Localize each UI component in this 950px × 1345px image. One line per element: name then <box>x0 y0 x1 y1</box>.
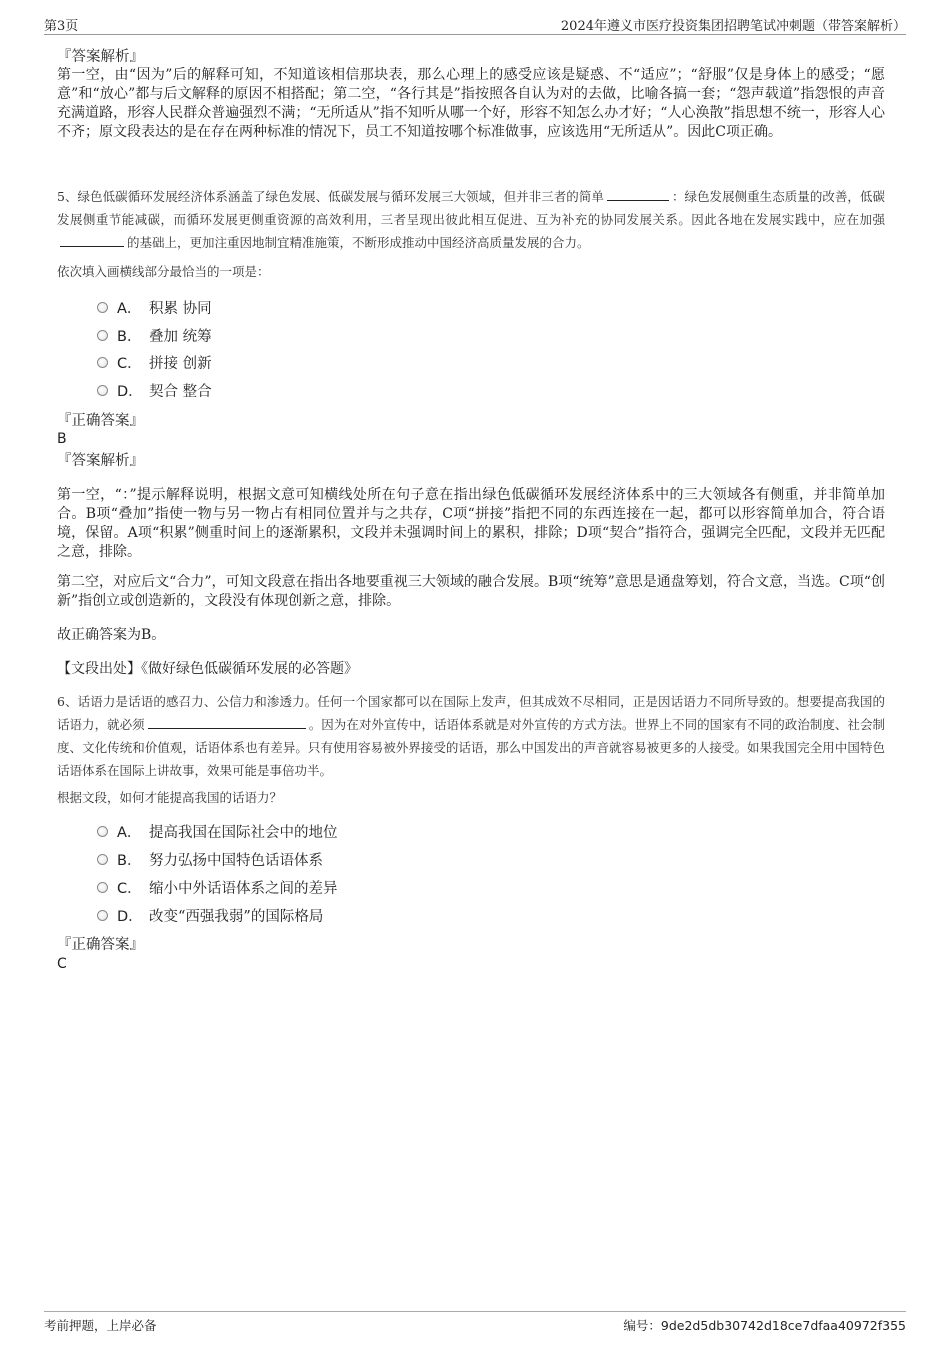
option-text: 契合 整合 <box>149 383 212 400</box>
footer-slogan: 考前押题，上岸必备 <box>44 1318 157 1333</box>
q5-option-c[interactable] <box>97 352 212 372</box>
q6-answer-tag: 『正确答案』 <box>57 937 144 953</box>
page-footer <box>44 1311 906 1334</box>
document-title: 2024年遵义市医疗投资集团招聘笔试冲刺题（带答案解析） <box>560 19 906 34</box>
q6-option-d[interactable] <box>97 905 323 925</box>
q6-blank <box>148 716 306 729</box>
q5-blank-1 <box>607 188 669 201</box>
radio-icon[interactable] <box>97 357 108 368</box>
q5-blank-2 <box>60 234 124 247</box>
q6-prompt: 根据文段，如何才能提高我国的话语力？ <box>57 790 283 805</box>
q6-answer: C <box>57 956 67 972</box>
option-letter: B． <box>117 328 142 345</box>
radio-icon[interactable] <box>97 385 108 396</box>
option-letter: D． <box>117 383 143 400</box>
q5-option-a[interactable] <box>97 297 212 317</box>
q5-analysis-p3: 故正确答案为B。 <box>57 627 166 643</box>
q5-analysis-p2: 第二空，对应后文“合力”，可知文段意在指出各地要重视三大领域的融合发展。B项“统筹”意思是通盘筹划，符合文意，当选。C项“创新”指创立或创造新的，文段没有体现创新之意，排除。 <box>57 574 885 609</box>
q5-option-d[interactable] <box>97 380 212 400</box>
previous-analysis <box>57 48 885 142</box>
radio-icon[interactable] <box>97 882 108 893</box>
radio-icon[interactable] <box>97 854 108 865</box>
q5-prompt: 依次填入画横线部分最恰当的一项是： <box>57 264 270 279</box>
question-6-text <box>57 690 885 782</box>
option-text: 缩小中外话语体系之间的差异 <box>149 880 338 897</box>
q5-answer-tag: 『正确答案』 <box>57 413 144 429</box>
option-text: 拼接 创新 <box>149 355 212 372</box>
q5-source: 【文段出处】《做好绿色低碳循环发展的必答题》 <box>57 661 358 677</box>
option-text: 努力弘扬中国特色话语体系 <box>149 852 323 869</box>
q6-option-b[interactable] <box>97 849 323 869</box>
option-letter: C． <box>117 355 142 372</box>
analysis-tag: 『答案解析』 <box>57 49 144 65</box>
footer-code <box>623 1316 906 1334</box>
q6-option-a[interactable] <box>97 821 338 841</box>
radio-icon[interactable] <box>97 330 108 341</box>
code-label: 编号： <box>623 1318 661 1333</box>
question-5-text <box>57 185 885 254</box>
code-value: 9de2d5db30742d18ce7dfaa40972f355 <box>660 1318 906 1333</box>
option-letter: A． <box>117 300 142 317</box>
option-letter: B． <box>117 852 142 869</box>
radio-icon[interactable] <box>97 826 108 837</box>
option-letter: A． <box>117 824 142 841</box>
q5-answer: B <box>57 431 67 447</box>
page-number: 第3页 <box>44 19 79 34</box>
q6-text-a: 6、话语力是话语的感召力、公信力和渗透力。任何一个国家都可以在国际上发声，但其成效不尽相同，正是因话语力不同所导致的。想要提高我国的话语力，就必须 <box>57 694 885 732</box>
option-text: 叠加 统筹 <box>149 328 212 345</box>
analysis-text: 第一空，由“因为”后的解释可知，不知道该相信那块表，那么心理上的感受应该是疑惑、不“适应”；“舒服”仅是身体上的感受；“愿意”和“放心”都与后文解释的原因不相搭配；第二空，“各行其是”指按照各自认为对的去做，比喻各搞一套；“怨声载道”指怨恨的声音充满道路，形容人民群众普遍强烈不满；“无所适从”指不知听从哪一个好，形容不知怎么办才好；“人心涣散”指思想不统一，形容人心不齐；原文段表达的是在存在两种标准的情况下，员工不知道按哪个标准做事，应该选用“无所适从”。因此C项正确。 <box>57 67 885 140</box>
q5-analysis-tag: 『答案解析』 <box>57 453 144 469</box>
q5-analysis-p1: 第一空，“：”提示解释说明，根据文意可知横线处所在句子意在指出绿色低碳循环发展经济体系中的三大领域各有侧重，并非简单加合。B项“叠加”指使一物与另一物占有相同位置并与之共存，C项“拼接”指把不同的东西连接在一起，都可以形容简单加合，符合语境，保留。A项“积累”侧重时间上的逐渐累积，文段并未强调时间上的累积，排除；D项“契合”指符合，强调完全匹配，文段并无匹配之意，排除。 <box>57 487 885 560</box>
option-text: 积累 协同 <box>149 300 212 317</box>
radio-icon[interactable] <box>97 302 108 313</box>
q5-text-c: 的基础上，更加注重因地制宜精准施策，不断形成推动中国经济高质量发展的合力。 <box>127 235 590 250</box>
option-text: 改变“西强我弱”的国际格局 <box>149 908 324 925</box>
q6-text-b: 。因为在对外宣传中，话语体系就是对外宣传的方式方法。世界上不同的国家有不同的政治制度、社会制度、文化传统和价值观，话语体系也有差异。只有使用容易被外界接受的话语，那么中国发出的声音就容易被更多的人接受。如果我国完全用中国特色话语体系在国际上讲故事，效果可能是事倍功半。 <box>57 717 885 778</box>
q6-option-c[interactable] <box>97 877 338 897</box>
page-header <box>44 14 906 35</box>
q5-option-b[interactable] <box>97 325 212 345</box>
option-text: 提高我国在国际社会中的地位 <box>149 824 338 841</box>
radio-icon[interactable] <box>97 910 108 921</box>
option-letter: C． <box>117 880 142 897</box>
q5-text-b: ：绿色发展侧重生态质量的改善，低碳发展侧重节能减碳，而循环发展更侧重资源的高效利用，三者呈现出彼此相互促进、互为补充的协同发展关系。因此各地在发展实践中，应在加强 <box>57 189 885 227</box>
q5-text-a: 5、绿色低碳循环发展经济体系涵盖了绿色发展、低碳发展与循环发展三大领域，但并非三者的简单 <box>57 189 604 204</box>
option-letter: D． <box>117 908 143 925</box>
